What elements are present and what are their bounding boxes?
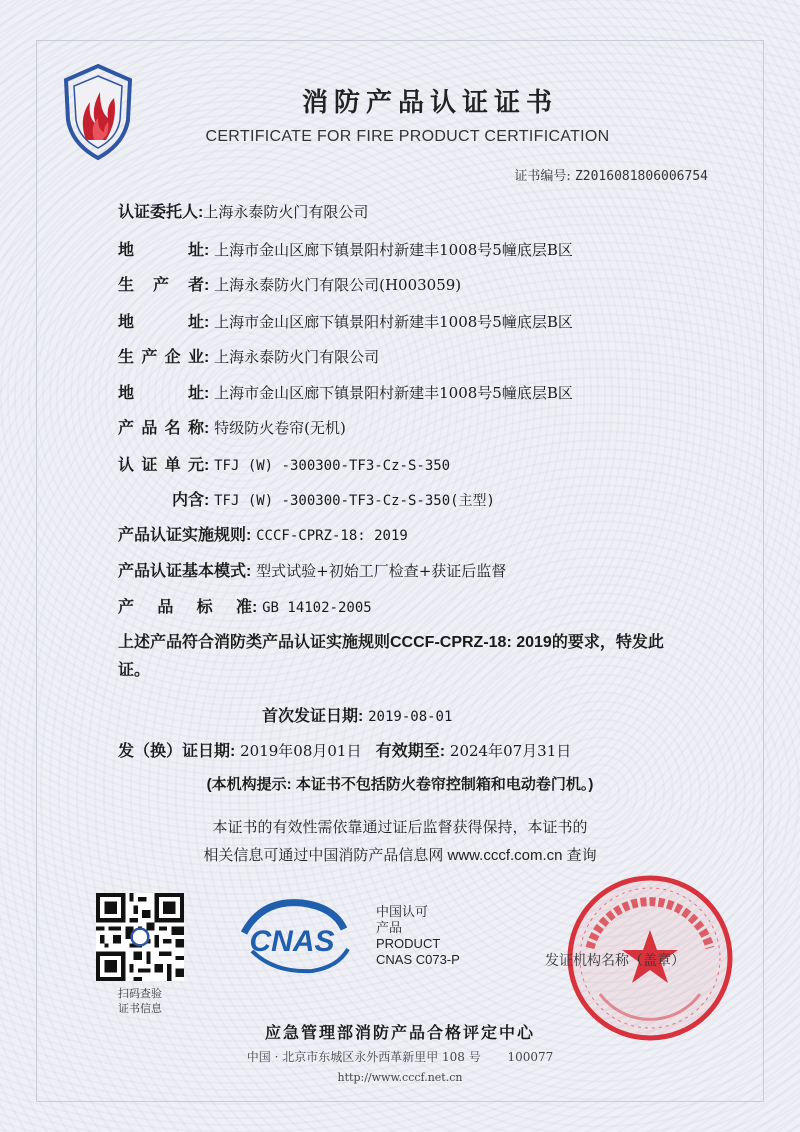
client-value: 上海永泰防火门有限公司: [203, 203, 369, 221]
enterprise-label: 生产企业: [118, 349, 204, 366]
qr-caption-line-2: 证书信息: [118, 1002, 162, 1015]
issue-date-row: [118, 738, 571, 761]
certificate-title: 消防产品认证证书: [301, 88, 558, 118]
certificate-number: [514, 165, 708, 184]
rule-label: 产品认证实施规则:: [118, 527, 252, 544]
certificate-number-value: Z2016081806006754: [574, 169, 708, 184]
rule-row: [118, 522, 408, 545]
address-text: 中国 · 北京市东城区永外西革新里甲 108 号: [246, 1050, 481, 1064]
address-label: 地址: [118, 385, 204, 402]
issuing-authority-label: 发证机构名称（盖章）: [545, 953, 685, 969]
mode-label: 产品认证基本模式:: [118, 563, 252, 580]
unit-row: [118, 452, 450, 475]
enterprise-address-row: [118, 380, 573, 403]
colon: :: [204, 349, 210, 366]
colon: :: [204, 385, 210, 402]
enterprise-value: 上海永泰防火门有限公司: [214, 348, 380, 366]
cnas-line-3: PRODUCT: [376, 936, 441, 951]
valid-until-value: 2024年07月31日: [449, 742, 572, 760]
enterprise-address-value: 上海市金山区廊下镇景阳村新建丰1008号5幢底层B区: [214, 384, 573, 402]
first-issue-row: [262, 703, 452, 726]
issuing-organization: 应急管理部消防产品合格评定中心: [264, 1025, 535, 1042]
first-issue-label: 首次发证日期:: [262, 708, 364, 725]
certificate-number-label: 证书编号:: [514, 169, 571, 184]
mode-value: 型式试验+初始工厂检查+获证后监督: [256, 562, 507, 580]
compliance-statement: 上述产品符合消防类产品认证实施规则CCCF-CPRZ-18: 2019的要求，特发此证。: [118, 634, 664, 679]
colon: :: [204, 492, 210, 509]
product-name-label: 产品名称: [118, 420, 204, 437]
colon: :: [204, 457, 210, 474]
cnas-logo-text: CNAS: [249, 925, 335, 958]
address-label: 地址: [118, 314, 204, 331]
standard-label: 产品标准: [118, 599, 252, 616]
organization-website[interactable]: http://www.cccf.net.cn: [337, 1071, 463, 1084]
contains-value: TFJ (W) -300300-TF3-Cz-S-350(主型): [214, 493, 495, 509]
issue-date-label: 发（换）证日期:: [118, 743, 236, 760]
colon: :: [252, 599, 258, 616]
producer-address-value: 上海市金山区廊下镇景阳村新建丰1008号5幢底层B区: [214, 313, 573, 331]
cnas-logo-icon: [222, 893, 362, 983]
cnas-line-1: 中国认可: [376, 904, 429, 919]
validity-line-2: 相关信息可通过中国消防产品信息网 www.cccf.com.cn 查询: [203, 847, 597, 864]
client-row: [118, 199, 368, 222]
issue-date-value: 2019年08月01日: [240, 742, 362, 760]
producer-address-row: [118, 309, 573, 332]
mode-row: [118, 558, 506, 581]
enterprise-row: [118, 344, 379, 367]
address-label: 地址: [118, 242, 204, 259]
qr-code-icon[interactable]: [96, 893, 184, 981]
colon: :: [204, 314, 210, 331]
first-issue-value: 2019-08-01: [368, 709, 453, 725]
contains-label: 内含: [172, 492, 205, 509]
colon: :: [204, 242, 210, 259]
producer-value: 上海永泰防火门有限公司(H003059): [214, 276, 462, 294]
validity-line-1: 本证书的有效性需依靠通过证后监督获得保持，本证书的: [212, 819, 588, 836]
product-name-row: [118, 415, 346, 438]
qr-caption: [100, 986, 180, 1016]
producer-label: 生产者: [118, 277, 204, 294]
product-name-value: 特级防火卷帘(无机): [214, 419, 346, 437]
postcode: 100077: [507, 1050, 554, 1064]
organization-address: [0, 1048, 800, 1065]
cnas-line-4: CNAS C073-P: [376, 952, 460, 967]
colon: :: [204, 277, 210, 294]
rule-value: CCCF-CPRZ-18: 2019: [256, 528, 408, 544]
institution-notice: (本机构提示: 本证书不包括防火卷帘控制箱和电动卷门机。): [206, 776, 594, 793]
contains-row: [172, 487, 495, 510]
producer-row: [118, 272, 461, 295]
certificate-subtitle: CERTIFICATE FOR FIRE PRODUCT CERTIFICATION: [205, 128, 610, 145]
unit-value: TFJ (W) -300300-TF3-Cz-S-350: [214, 458, 451, 474]
client-address-value: 上海市金山区廊下镇景阳村新建丰1008号5幢底层B区: [214, 241, 573, 259]
unit-label: 认证单元: [118, 457, 204, 474]
valid-until-label: 有效期至:: [375, 743, 446, 760]
standard-value: GB 14102-2005: [262, 600, 372, 616]
colon: :: [204, 420, 210, 437]
qr-caption-line-1: 扫码查验: [118, 987, 162, 1000]
standard-row: [118, 594, 372, 617]
client-address-row: [118, 237, 573, 260]
cnas-accreditation-text: [376, 904, 460, 968]
cnas-line-2: 产品: [376, 920, 403, 935]
client-label: 认证委托人:: [118, 204, 204, 221]
